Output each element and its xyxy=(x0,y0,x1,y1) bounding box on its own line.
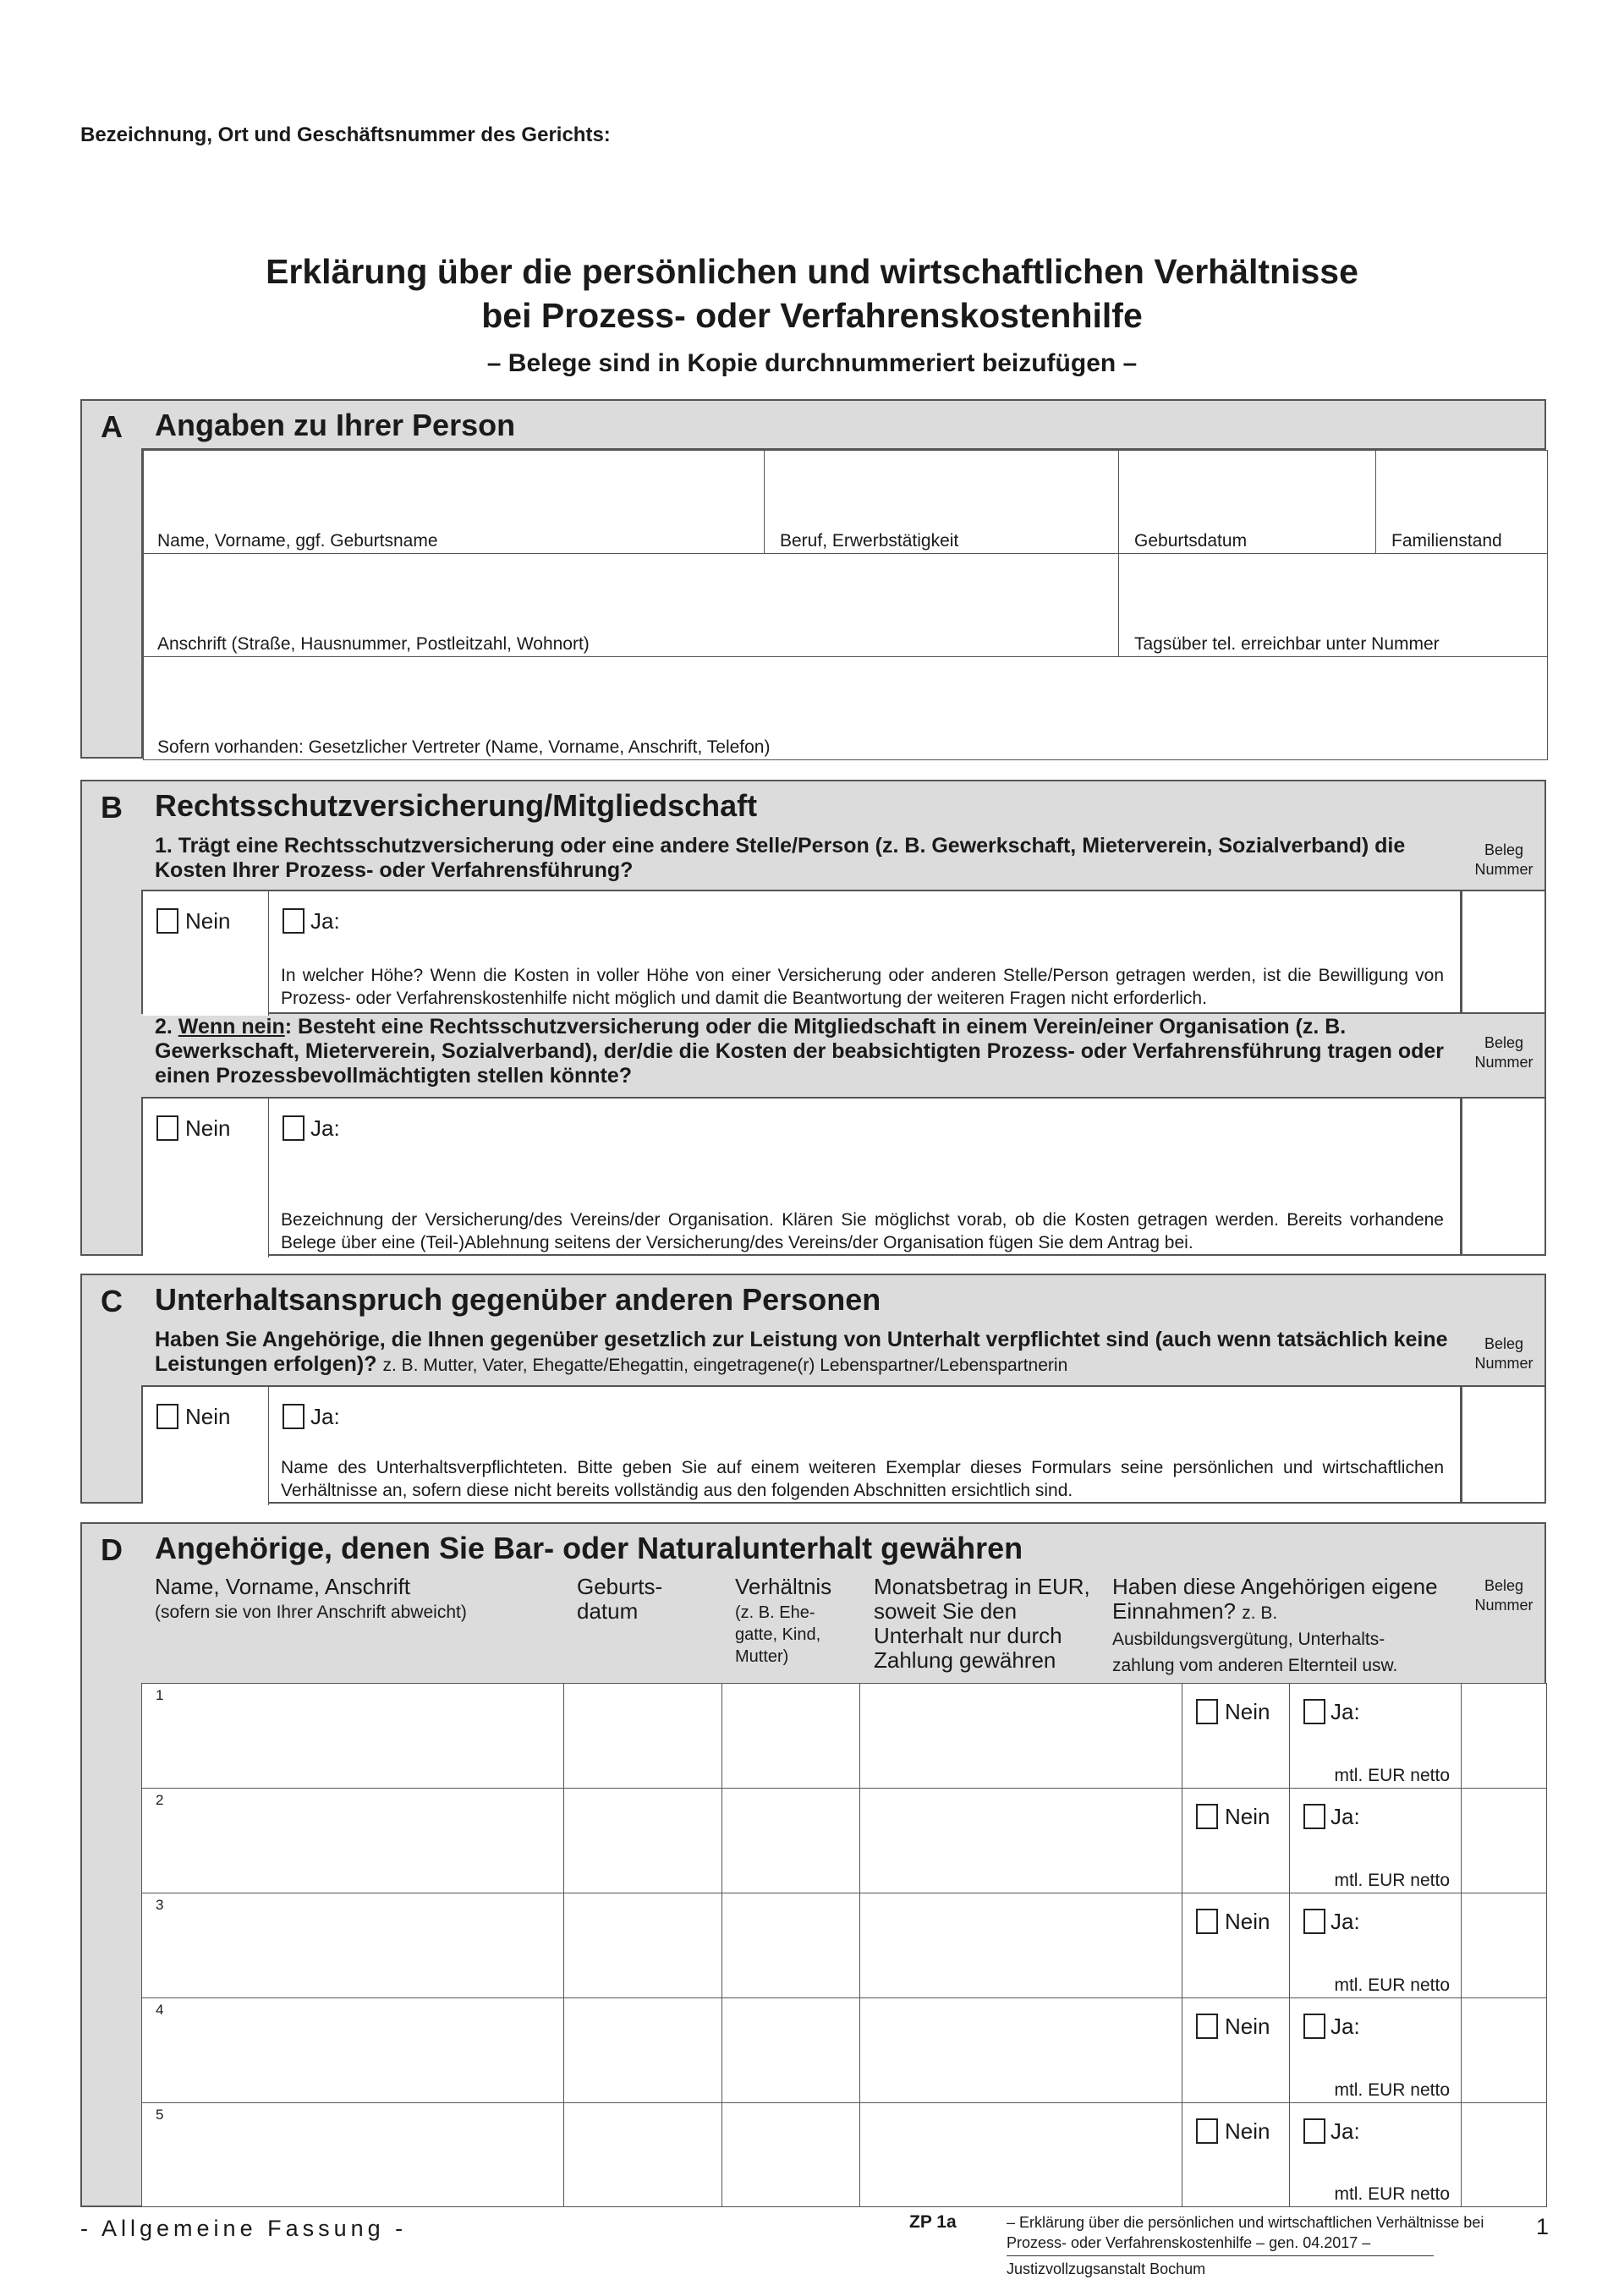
col-header-geburtsdatum: Geburts- datum xyxy=(577,1574,663,1624)
row-5-einnahmen-nein-cell xyxy=(1182,2102,1291,2207)
section-a xyxy=(80,399,1546,759)
b1-nein-cell xyxy=(143,891,269,1016)
section-c xyxy=(80,1274,1546,1504)
row-3-ja-checkbox[interactable] xyxy=(1303,1909,1325,1934)
row-3-verhaeltnis-cell[interactable] xyxy=(721,1893,861,1998)
telefon-field[interactable] xyxy=(1118,553,1548,657)
col-header-verhaeltnis-sub: (z. B. Ehe- gatte, Kind, Mutter) xyxy=(735,1603,821,1666)
row-number: 2 xyxy=(156,1792,164,1808)
section-c-letter: C xyxy=(101,1284,123,1318)
section-a-letter: A xyxy=(101,409,123,444)
row-5-nein-label: Nein xyxy=(1225,2118,1270,2144)
row-3-einnahmen-nein-cell xyxy=(1182,1893,1291,1998)
section-b-q1: 1. Trägt eine Rechtsschutzversicherung oder eine andere Stelle/Person (z. B. Gewerkschaft, Mieterverein, Sozialverband) die Kosten Ihrer Prozess- oder Verfahrensführung? xyxy=(155,834,1406,882)
row-4-einnahmen-nein-cell xyxy=(1182,1997,1291,2103)
beleg-field-c[interactable] xyxy=(1461,1385,1546,1504)
section-c-question-examples: z. B. Mutter, Vater, Ehegatte/Ehegattin, eingetragene(r) Lebenspartner/Lebenspartnerin xyxy=(382,1356,1068,1375)
page-title-line2: bei Prozess- oder Verfahrenskostenhilfe xyxy=(481,296,1143,335)
telefon-field-label: Tagsüber tel. erreichbar unter Nummer xyxy=(1134,634,1440,654)
b1-note: In welcher Höhe? Wenn die Kosten in voller Höhe von einer Versicherung oder anderen Stelle/Person getragen werden, ist die Bewilligung von Prozess- oder Verfahrenskostenhilfe nicht möglich und damit die Beantwortung der weiteren Fragen nicht erforderlich. xyxy=(281,966,1444,1008)
row-1-beleg-cell[interactable] xyxy=(1461,1683,1547,1789)
col-header-einnahmen-main: Haben diese Angehörigen eigene Einnahmen? xyxy=(1112,1574,1438,1624)
row-4-einnahmen-ja-cell xyxy=(1289,1997,1462,2103)
b1-ja-label: Ja: xyxy=(310,908,340,934)
col-header-name: Name, Vorname, Anschrift xyxy=(155,1574,411,1599)
row-1-mtl-label: mtl. EUR netto xyxy=(1334,1766,1450,1785)
beruf-field-label: Beruf, Erwerbstätigkeit xyxy=(780,531,959,551)
vertreter-field[interactable] xyxy=(143,656,1548,760)
row-2-nein-label: Nein xyxy=(1225,1804,1270,1829)
section-c-question-bold: Haben Sie Angehörige, die Ihnen gegenüber gesetzlich zur Leistung von Unterhalt verpflichtet sind (auch wenn tatsächlich keine Leistungen erfolgen)? xyxy=(155,1328,1448,1376)
row-4-ja-label: Ja: xyxy=(1330,2014,1360,2039)
row-number: 4 xyxy=(156,2002,164,2018)
row-number: 5 xyxy=(156,2107,164,2123)
c-nein-checkbox[interactable] xyxy=(156,1404,178,1429)
name-field-label: Name, Vorname, ggf. Geburtsname xyxy=(157,531,438,551)
anschrift-field-label: Anschrift (Straße, Hausnummer, Postleitzahl, Wohnort) xyxy=(157,634,590,654)
beleg-field-b1[interactable] xyxy=(1461,890,1546,1014)
row-1-verhaeltnis-cell[interactable] xyxy=(721,1683,861,1789)
col-header-name-sub: (sofern sie von Ihrer Anschrift abweicht) xyxy=(155,1603,467,1622)
page-title-line1: Erklärung über die persönlichen und wirtschaftlichen Verhältnisse xyxy=(266,252,1358,291)
footer-form-code: ZP 1a xyxy=(909,2212,957,2232)
row-3-beleg-cell[interactable] xyxy=(1461,1893,1547,1998)
section-c-title: Unterhaltsanspruch gegenüber anderen Personen xyxy=(155,1282,881,1317)
row-3-ja-label: Ja: xyxy=(1330,1909,1360,1934)
b2-nein-checkbox[interactable] xyxy=(156,1115,178,1141)
row-5-beleg-cell[interactable] xyxy=(1461,2102,1547,2207)
beleg-label-c: Beleg Nummer xyxy=(1474,1335,1533,1372)
footer-form-description: – Erklärung über die persönlichen und wirtschaftlichen Verhältnisse bei Prozess- oder Verfahrenskostenhilfe – gen. 04.2017 – xyxy=(1007,2214,1484,2251)
row-1-ja-checkbox[interactable] xyxy=(1303,1699,1325,1724)
row-2-ja-checkbox[interactable] xyxy=(1303,1804,1325,1829)
footer-institution: Justizvollzugsanstalt Bochum xyxy=(1007,2260,1206,2277)
row-2-monatsbetrag-cell[interactable] xyxy=(859,1788,1183,1893)
row-5-name-cell[interactable] xyxy=(141,2102,565,2207)
court-label: Bezeichnung, Ort und Geschäftsnummer des Gerichts: xyxy=(80,123,611,146)
b2-note: Bezeichnung der Versicherung/des Vereins/der Organisation. Klären Sie möglichst vorab, ob die Kosten getragen werden. Bereits vorhandene Belege über eine (Teil-)Ablehnung seitens der Versicherung/des Vereins/der Organisation fügen Sie dem Antrag bei. xyxy=(281,1210,1444,1252)
section-d-letter: D xyxy=(101,1532,123,1567)
beleg-label-b2: Beleg Nummer xyxy=(1474,1034,1533,1071)
row-4-ja-checkbox[interactable] xyxy=(1303,2014,1325,2039)
row-4-mtl-label: mtl. EUR netto xyxy=(1334,2080,1450,2100)
section-c-answer xyxy=(141,1385,1462,1504)
row-1-monatsbetrag-cell[interactable] xyxy=(859,1683,1183,1789)
section-d xyxy=(80,1522,1546,2207)
section-a-fields xyxy=(141,448,1546,759)
b1-nein-checkbox[interactable] xyxy=(156,908,178,934)
row-1-geburtsdatum-cell[interactable] xyxy=(563,1683,723,1789)
row-5-monatsbetrag-cell[interactable] xyxy=(859,2102,1183,2207)
b2-nein-label: Nein xyxy=(185,1115,231,1141)
beruf-field[interactable] xyxy=(764,450,1119,554)
row-5-verhaeltnis-cell[interactable] xyxy=(721,2102,861,2207)
row-1-nein-checkbox[interactable] xyxy=(1196,1699,1218,1724)
col-header-einnahmen xyxy=(1112,1575,1442,1678)
familienstand-field[interactable] xyxy=(1375,450,1548,554)
section-d-title: Angehörige, denen Sie Bar- oder Naturalunterhalt gewähren xyxy=(155,1531,1023,1565)
beleg-label-d: Beleg Nummer xyxy=(1474,1577,1533,1614)
row-2-nein-checkbox[interactable] xyxy=(1196,1804,1218,1829)
row-4-name-cell[interactable] xyxy=(141,1997,565,2103)
b2-ja-checkbox[interactable] xyxy=(283,1115,304,1141)
c-nein-label: Nein xyxy=(185,1404,231,1429)
row-3-nein-label: Nein xyxy=(1225,1909,1270,1934)
footer-version: - Allgemeine Fassung - xyxy=(80,2216,408,2241)
section-b xyxy=(80,780,1546,1256)
row-4-beleg-cell[interactable] xyxy=(1461,1997,1547,2103)
row-3-geburtsdatum-cell[interactable] xyxy=(563,1893,723,1998)
row-5-ja-checkbox[interactable] xyxy=(1303,2118,1325,2144)
c-note: Name des Unterhaltsverpflichteten. Bitte geben Sie auf einem weiteren Exemplar dieses Formulars seine persönlichen und wirtschaftlichen Verhältnisse an, sofern diese nicht bereits vollständig aus den folgenden Abschnitten ersichtlich sind. xyxy=(281,1458,1444,1500)
anschrift-field[interactable] xyxy=(143,553,1119,657)
row-2-geburtsdatum-cell[interactable] xyxy=(563,1788,723,1893)
row-5-ja-label: Ja: xyxy=(1330,2118,1360,2144)
section-b-answer1 xyxy=(141,890,1462,1014)
row-1-name-cell[interactable] xyxy=(141,1683,565,1789)
b2-ja-label: Ja: xyxy=(310,1115,340,1141)
b1-nein-label: Nein xyxy=(185,908,231,934)
footer-divider xyxy=(1007,2255,1434,2256)
familienstand-field-label: Familienstand xyxy=(1391,531,1502,551)
row-4-nein-checkbox[interactable] xyxy=(1196,2014,1218,2039)
row-2-beleg-cell[interactable] xyxy=(1461,1788,1547,1893)
section-b-title: Rechtsschutzversicherung/Mitgliedschaft xyxy=(155,788,758,823)
row-2-einnahmen-nein-cell xyxy=(1182,1788,1291,1893)
section-c-question xyxy=(155,1328,1449,1378)
section-b-letter: B xyxy=(101,790,123,825)
col-header-monatsbetrag: Monatsbetrag in EUR, soweit Sie den Unterhalt nur durch Zahlung gewähren xyxy=(874,1574,1090,1673)
row-5-mtl-label: mtl. EUR netto xyxy=(1334,2184,1450,2204)
row-4-geburtsdatum-cell[interactable] xyxy=(563,1997,723,2103)
row-2-mtl-label: mtl. EUR netto xyxy=(1334,1871,1450,1890)
row-3-name-cell[interactable] xyxy=(141,1893,565,1998)
row-3-nein-checkbox[interactable] xyxy=(1196,1909,1218,1934)
row-1-nein-label: Nein xyxy=(1225,1699,1270,1724)
col-header-verhaeltnis: Verhältnis xyxy=(735,1574,832,1599)
row-2-ja-label: Ja: xyxy=(1330,1804,1360,1829)
row-5-einnahmen-ja-cell xyxy=(1289,2102,1462,2207)
col-header-einnahmen-sub: z. B. Ausbildungsvergütung, Unterhalts-zahlung vom anderen Elternteil usw. xyxy=(1112,1603,1398,1675)
geburtsdatum-field[interactable] xyxy=(1118,450,1376,554)
row-2-name-cell[interactable] xyxy=(141,1788,565,1893)
row-3-einnahmen-ja-cell xyxy=(1289,1893,1462,1998)
name-field[interactable] xyxy=(143,450,765,554)
row-1-ja-label: Ja: xyxy=(1330,1699,1360,1724)
row-1-einnahmen-ja-cell xyxy=(1289,1683,1462,1789)
row-5-nein-checkbox[interactable] xyxy=(1196,2118,1218,2144)
row-3-mtl-label: mtl. EUR netto xyxy=(1334,1975,1450,1995)
c-ja-label: Ja: xyxy=(310,1404,340,1429)
section-b-answer2 xyxy=(141,1097,1462,1256)
row-4-verhaeltnis-cell[interactable] xyxy=(721,1997,861,2103)
page-subtitle: – Belege sind in Kopie durchnummeriert beizufügen – xyxy=(486,349,1138,377)
footer-page-number: 1 xyxy=(1536,2214,1550,2239)
row-number: 1 xyxy=(156,1687,164,1703)
section-a-title: Angaben zu Ihrer Person xyxy=(155,408,516,442)
beleg-label-b1: Beleg Nummer xyxy=(1474,841,1533,878)
row-1-einnahmen-nein-cell xyxy=(1182,1683,1291,1789)
row-5-geburtsdatum-cell[interactable] xyxy=(563,2102,723,2207)
b2-nein-cell xyxy=(143,1099,269,1258)
beleg-field-b2[interactable] xyxy=(1461,1097,1546,1256)
row-number: 3 xyxy=(156,1897,164,1913)
vertreter-field-label: Sofern vorhanden: Gesetzlicher Vertreter (Name, Vorname, Anschrift, Telefon) xyxy=(157,737,771,757)
row-4-nein-label: Nein xyxy=(1225,2014,1270,2039)
geburtsdatum-field-label: Geburtsdatum xyxy=(1134,531,1248,551)
row-4-monatsbetrag-cell[interactable] xyxy=(859,1997,1183,2103)
c-nein-cell xyxy=(143,1387,269,1505)
row-3-monatsbetrag-cell[interactable] xyxy=(859,1893,1183,1998)
b1-ja-checkbox[interactable] xyxy=(283,908,304,934)
row-2-einnahmen-ja-cell xyxy=(1289,1788,1462,1893)
row-2-verhaeltnis-cell[interactable] xyxy=(721,1788,861,1893)
section-b-q2: 2. Wenn nein: Besteht eine Rechtsschutzversicherung oder die Mitgliedschaft in einem Verein/einer Organisation (z. B. Gewerkschaft, Mieterverein, Sozialverband), der/die die Kosten der beabsichtigten Prozess- oder Verfahrensführung tragen oder einen Prozessbevollmächtigten stellen könnte? xyxy=(155,1015,1445,1088)
c-ja-checkbox[interactable] xyxy=(283,1404,304,1429)
